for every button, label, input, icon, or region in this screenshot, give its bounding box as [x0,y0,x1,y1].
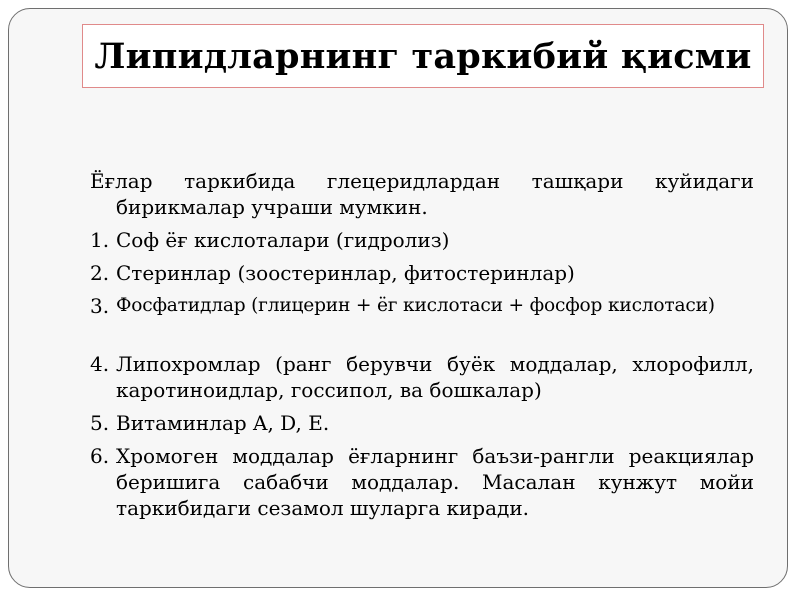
list-item-1 [90,227,754,253]
list-item-6 [90,443,754,521]
list-number: 5. [90,411,110,435]
list-text: Соф ёғ кислоталари (гидролиз) [116,228,450,252]
slide-title: Липидларнинг таркибий қисми [94,35,752,77]
title-box [82,24,764,88]
list-number: 2. [90,261,110,285]
list-number: 3. [90,294,110,318]
list-number: 6. [90,444,110,468]
list-item-4 [90,351,754,403]
list-number: 1. [90,228,110,252]
list-item-3 [90,293,754,319]
slide [8,8,788,588]
list-text: Хромоген моддалар ёғларнинг баъзи-рангли реакциялар беришига сабабчи моддалар. Масалан кунжут мойи таркибидаги сезамол шуларга киради. [116,444,754,520]
list-text: Фосфатидлар (глицерин + ёг кислотаси + фосфор кислотаси) [116,295,715,316]
list-item-2 [90,260,754,286]
intro-paragraph: Ёғлар таркибида глецеридлардан ташқари куйидаги бирикмалар учраши мумкин. [90,169,754,219]
slide-content [90,168,754,528]
list-text: Липохромлар (ранг берувчи буёк моддалар, хлорофилл, каротиноидлар, госсипол, ва бошкалар) [116,352,754,402]
list-text: Витаминлар A, D, E. [116,411,330,435]
list-number: 4. [90,352,110,376]
list-text: Стеринлар (зоостеринлар, фитостеринлар) [116,261,575,285]
list-item-5 [90,410,754,436]
